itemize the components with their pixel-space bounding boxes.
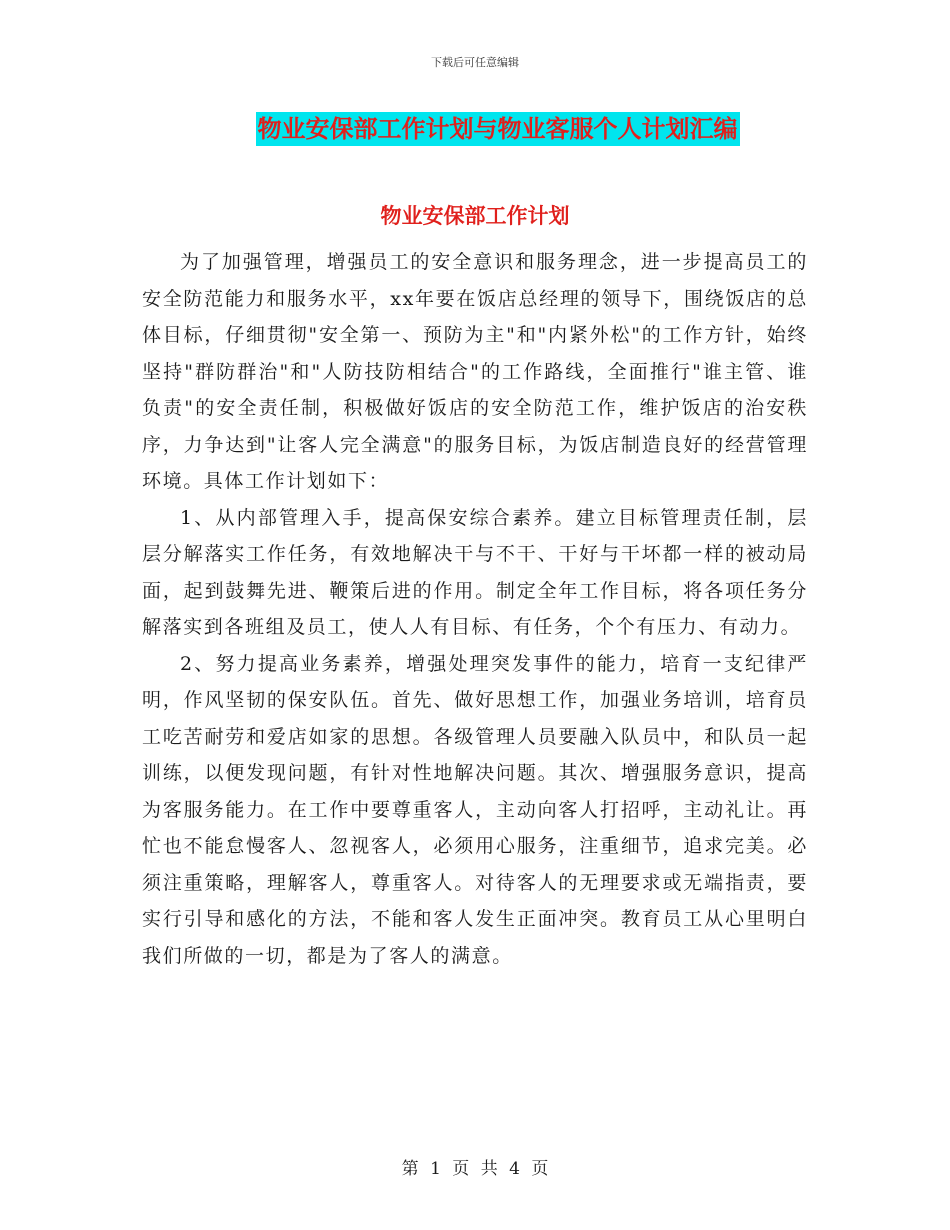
page-footer-number: 第 1 页 共 4 页	[401, 1159, 549, 1179]
paragraph-intro: 为了加强管理，增强员工的安全意识和服务理念，进一步提高员工的安全防范能力和服务水平，xx年要在饭店总经理的领导下，围绕饭店的总体目标，仔细贯彻"安全第一、预防为主"和"内紧外松"的工作方针，始终坚持"群防群治"和"人防技防相结合"的工作路线，全面推行"谁主管、谁负责"的安全责任制，积极做好饭店的安全防范工作，维护饭店的治安秩序，力争达到"让客人完全满意"的服务目标，为饭店制造良好的经营管理环境。具体工作计划如下：	[142, 251, 808, 492]
document-title: 物业安保部工作计划与物业客服个人计划汇编	[256, 112, 740, 146]
document-body	[142, 244, 808, 974]
document-title-container	[0, 112, 950, 146]
paragraph-item-2: 2、努力提高业务素养，增强处理突发事件的能力，培育一支纪律严明，作风坚韧的保安队伍。首先、做好思想工作，加强业务培训，培育员工吃苦耐劳和爱店如家的思想。各级管理人员要融入队员中，和队员一起训练，以便发现问题，有针对性地解决问题。其次、增强服务意识，提高为客服务能力。在工作中要尊重客人，主动向客人打招呼，主动礼让。再忙也不能怠慢客人、忽视客人，必须用心服务，注重细节，追求完美。必须注重策略，理解客人，尊重客人。对待客人的无理要求或无端指责，要实行引导和感化的方法，不能和客人发生正面冲突。教育员工从心里明白我们所做的一切，都是为了客人的满意。	[142, 652, 808, 967]
section-title: 物业安保部工作计划	[380, 204, 570, 228]
page-header-note: 下载后可任意编辑	[431, 56, 519, 69]
paragraph-item-1: 1、从内部管理入手，提高保安综合素养。建立目标管理责任制，层层分解落实工作任务，有效地解决干与不干、干好与干坏都一样的被动局面，起到鼓舞先进、鞭策后进的作用。制定全年工作目标，将各项任务分解落实到各班组及员工，使人人有目标、有任务，个个有压力、有动力。	[142, 506, 808, 638]
